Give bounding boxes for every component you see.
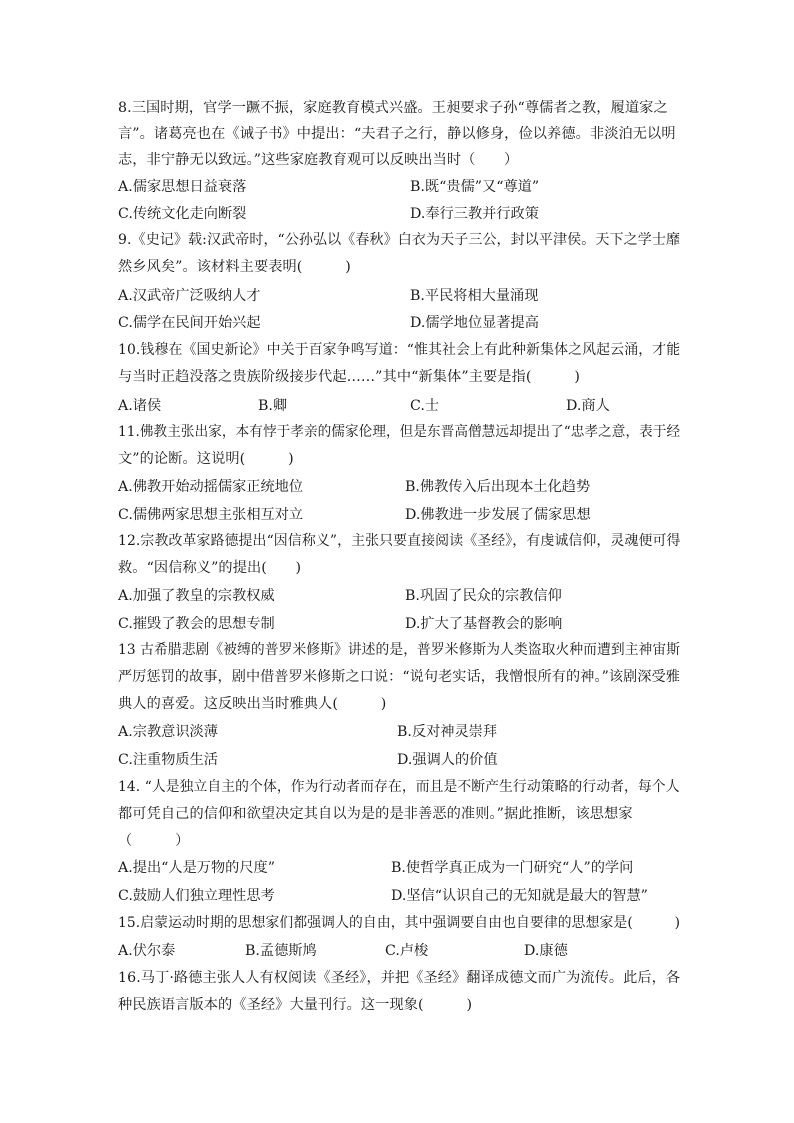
question-14-line-1: 14. “人是独立自主的个体，作为行动者而存在，而且是不断产生行动策略的行动者，每个人	[118, 779, 680, 795]
option-b: B.孟德斯鸠	[245, 943, 317, 959]
option-d: D.扩大了基督教会的影响	[405, 616, 563, 632]
question-10-line-1: 10.钱穆在《国史新论》中关于百家争鸣写道：“惟其社会上有此种新集体之风起云涌，才能	[118, 342, 681, 358]
option-c: C.鼓励人们独立理性思考	[118, 888, 275, 904]
option-b: B.反对神灵崇拜	[397, 724, 498, 740]
question-8-line-3: 志，非宁静无以致远。”这些家庭教育观可以反映出当时（ ）	[118, 152, 519, 168]
question-12-line-1: 12.宗教改革家路德提出“因信称义”，主张只要直接阅读《圣经》，有虔诚信仰，灵魂便可得	[118, 533, 681, 549]
option-a: A.提出“人是万物的尺度”	[118, 860, 275, 876]
question-9-line-2: 然乡风矣”。该材料主要表明( )	[118, 259, 351, 275]
question-8-line-1: 8.三国时期，官学一蹶不振，家庭教育模式兴盛。王昶要求子孙“尊儒者之教，履道家之	[118, 100, 668, 116]
question-13-line-1: 13 古希腊悲剧《被缚的普罗米修斯》讲述的是，普罗米修斯为人类盗取火种而遭到主神宙斯	[118, 642, 681, 658]
question-10-line-2: 与当时正趋没落之贵族阶级接步代起……”其中“新集体”主要是指( )	[118, 369, 580, 385]
option-a: A.宗教意识淡薄	[118, 724, 218, 740]
question-8-line-2: 言”。诸葛亮也在《诫子书》中提出：“夫君子之行，静以修身，俭以养德。非淡泊无以明	[118, 126, 676, 142]
option-a: A.汉武帝广泛吸纳人才	[118, 288, 261, 304]
option-d: D.强调人的价值	[397, 752, 498, 768]
option-c: C.摧毁了教会的思想专制	[118, 616, 275, 632]
question-12-line-2: 救。“因信称义”的提出( )	[118, 560, 302, 576]
question-14-line-2: 都可凭自己的信仰和欲望决定其自以为是的是非善恶的准则。”据此推断，该思想家	[118, 806, 633, 822]
question-14-line-3: （ ）	[118, 833, 190, 849]
option-b: B.既“贵儒”又“尊道”	[410, 179, 540, 195]
question-11-line-2: 文”的论断。这说明( )	[118, 451, 294, 467]
option-c: C.士	[410, 398, 440, 414]
option-d: D.康德	[524, 943, 568, 959]
question-11-line-1: 11.佛教主张出家，本有悖于孝亲的儒家伦理，但是东晋高僧慧远却提出了“忠孝之意，表于经	[118, 424, 681, 440]
option-c: C.儒佛两家思想主张相互对立	[118, 507, 304, 523]
option-a: A.伏尔泰	[118, 943, 176, 959]
option-a: A.诸侯	[118, 398, 162, 414]
option-d: D.奉行三教并行政策	[410, 206, 539, 222]
question-13-line-3: 典人的喜爱。这反映出当时雅典人( )	[118, 696, 387, 712]
option-b: B.佛教传入后出现本土化趋势	[405, 479, 591, 495]
question-9-line-1: 9.《史记》载:汉武帝时，“公孙弘以《春秋》白衣为天子三公，封以平津侯。天下之学士靡	[118, 232, 681, 248]
option-a: A.佛教开始动摇儒家正统地位	[118, 479, 304, 495]
option-b: B.使哲学真正成为一门研究“人”的学问	[391, 860, 634, 876]
option-b: B.巩固了民众的宗教信仰	[405, 588, 562, 604]
option-d: D.坚信“认识自己的无知就是最大的智慧”	[391, 888, 648, 904]
option-b: B.平民将相大量涌现	[410, 288, 539, 304]
option-c: C.卢梭	[385, 943, 429, 959]
question-16-line-1: 16.马丁·路德主张人人有权阅读《圣经》，并把《圣经》翻译成德文而广为流传。此后，各	[118, 970, 681, 986]
option-b: B.卿	[258, 398, 288, 414]
option-c: C.注重物质生活	[118, 752, 218, 768]
option-d: D.商人	[566, 398, 610, 414]
question-13-line-2: 严厉惩罚的故事，剧中借普罗米修斯之口说：“说句老实话，我憎恨所有的神。”该剧深受雅	[118, 669, 681, 685]
option-c: C.传统文化走向断裂	[118, 206, 247, 222]
option-a: A.儒家思想日益衰落	[118, 179, 247, 195]
question-16-line-2: 种民族语言版本的《圣经》大量刊行。这一现象( )	[118, 997, 473, 1013]
question-15-line-1: 15.启蒙运动时期的思想家们都强调人的自由，其中强调要自由也自要律的思想家是( )	[118, 915, 681, 931]
option-d: D.佛教进一步发展了儒家思想	[405, 507, 591, 523]
option-d: D.儒学地位显著提高	[410, 315, 539, 331]
option-c: C.儒学在民间开始兴起	[118, 315, 261, 331]
option-a: A.加强了教皇的宗教权威	[118, 588, 275, 604]
